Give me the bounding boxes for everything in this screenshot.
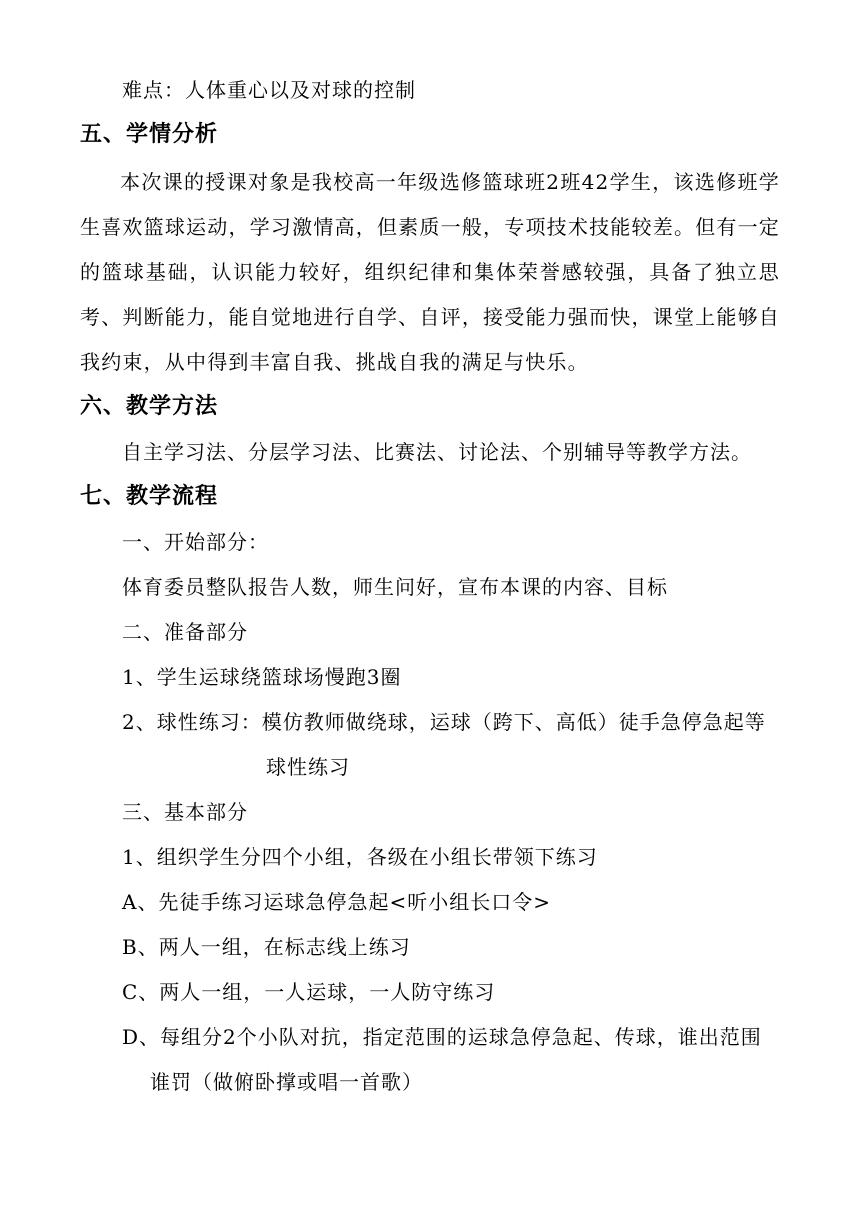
part-3-title: 三、基本部分 <box>122 800 248 824</box>
part-2-item-2-line-1: 2、球性练习：模仿教师做绕球，运球（跨下、高低）徒手急停急起等 <box>122 710 766 734</box>
part-3-item-a: A、先徒手练习运球急停急起<听小组长口令> <box>122 890 551 914</box>
section-7-heading: 七、教学流程 <box>80 484 219 509</box>
part-2-title: 二、准备部分 <box>122 620 248 644</box>
part-3-item-d-line-1: D、每组分2个小队对抗，指定范围的运球急停急起、传球，谁出范围 <box>122 1025 762 1049</box>
part-1-title: 一、开始部分： <box>122 530 269 554</box>
section-6-heading: 六、教学方法 <box>80 394 219 419</box>
part-3-item-b: B、两人一组，在标志线上练习 <box>122 935 411 959</box>
part-1-text: 体育委员整队报告人数，师生问好，宣布本课的内容、目标 <box>122 575 668 599</box>
difficulty-line: 难点：人体重心以及对球的控制 <box>122 78 416 102</box>
part-2-item-1: 1、学生运球绕篮球场慢跑3圈 <box>122 665 402 689</box>
part-3-item-d-line-2: 谁罚（做俯卧撑或唱一首歌） <box>150 1070 423 1094</box>
part-3-item-c: C、两人一组，一人运球，一人防守练习 <box>122 980 496 1004</box>
section-6-paragraph: 自主学习法、分层学习法、比赛法、讨论法、个别辅导等教学方法。 <box>122 440 752 464</box>
part-3-item-1: 1、组织学生分四个小组，各级在小组长带领下练习 <box>122 845 598 869</box>
part-2-item-2-line-2: 球性练习 <box>266 755 350 779</box>
section-5-heading: 五、学情分析 <box>80 122 219 147</box>
section-5-paragraph: 本次课的授课对象是我校高一年级选修篮球班2班42学生，该选修班学生喜欢篮球运动，学习激情高，但素质一般，专项技术技能较差。但有一定的篮球基础，认识能力较好，组织纪律和集体荣誉感较强，具备了独立思考、判断能力，能自觉地进行自学、自评，接受能力强而快，课堂上能够自我约束，从中得到丰富自我、挑战自我的满足与快乐。 <box>80 170 780 374</box>
